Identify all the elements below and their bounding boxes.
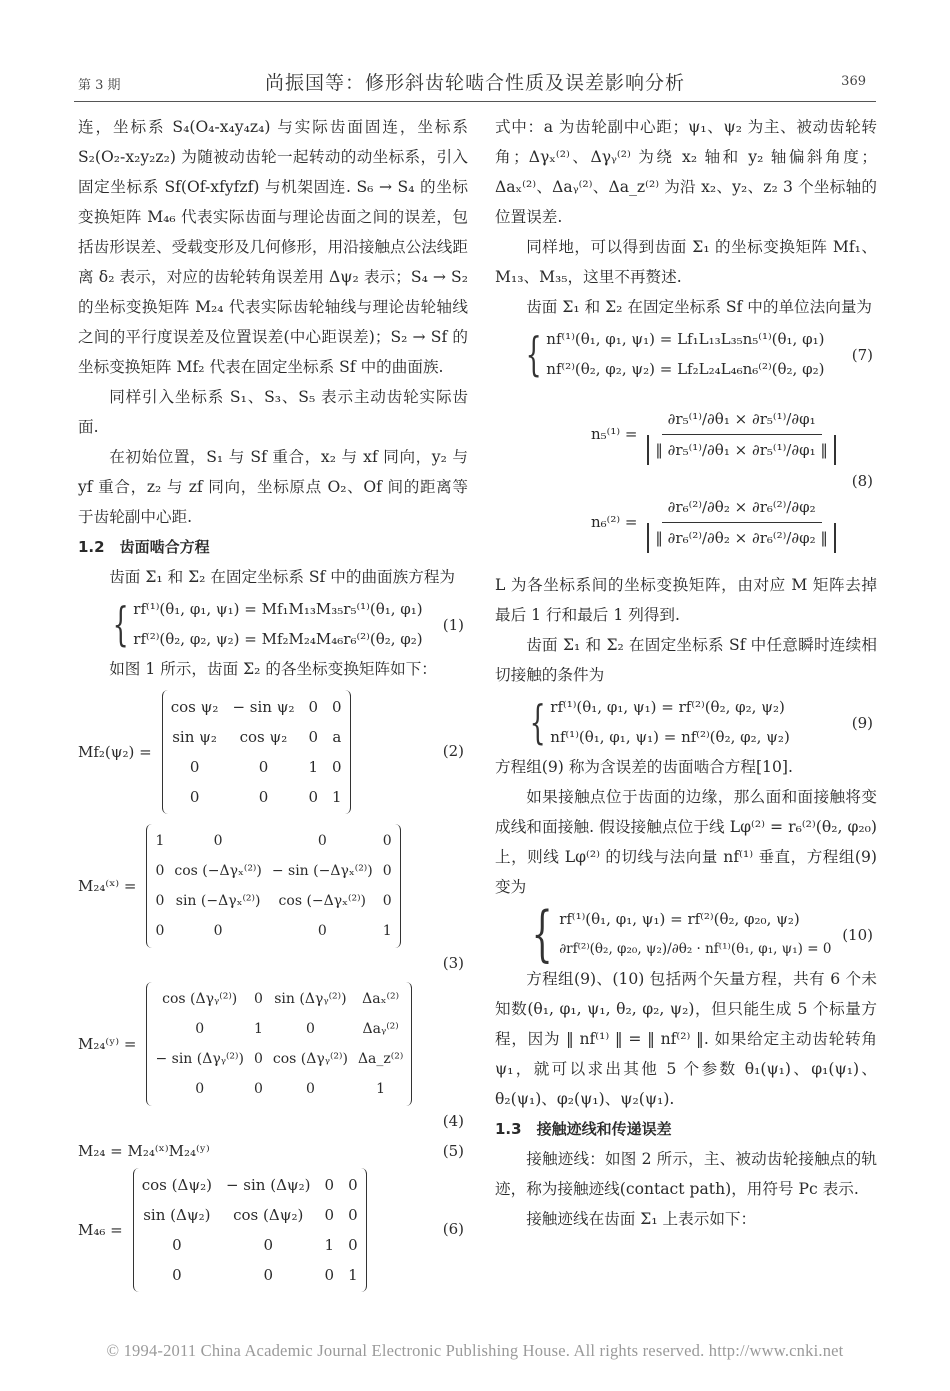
- paragraph: 接触迹线在齿面 Σ₁ 上表示如下：: [526, 1210, 757, 1228]
- matrix: [162, 690, 351, 814]
- matrix-cell: 1: [348, 1266, 358, 1284]
- matrix-cell: cos ψ₂: [239, 728, 288, 746]
- matrix-cell: − sin ψ₂: [232, 698, 295, 716]
- equation-line: nf⁽¹⁾(θ₁, φ₁, ψ₁) = Lf₁L₁₃L₃₅n₅⁽¹⁾(θ₁, φ₁): [546, 330, 825, 348]
- matrix-cell: 0: [213, 833, 223, 849]
- paragraph: 齿面 Σ₁ 和 Σ₂ 在固定坐标系 Sf 中的曲面族方程为: [109, 568, 456, 586]
- equation-7: [519, 324, 877, 384]
- fraction: [647, 492, 835, 553]
- matrix-cell: 0: [213, 923, 223, 939]
- paragraph: 齿面 Σ₁ 和 Σ₂ 在固定坐标系 Sf 中任意瞬时连续相切接触的条件为: [495, 636, 877, 684]
- matrix-cell: 0: [308, 698, 319, 716]
- matrix-cell: 0: [305, 1081, 315, 1097]
- page-number: 369: [841, 74, 866, 89]
- matrix-cell: 0: [258, 758, 269, 776]
- equation-lhs: n₅⁽¹⁾ =: [591, 425, 638, 443]
- matrix: [146, 824, 400, 948]
- matrix-cell: Δaᵧ⁽²⁾: [362, 1021, 399, 1037]
- matrix-cell: 1: [382, 923, 392, 939]
- matrix-cell: cos (−Δγₓ⁽²⁾): [174, 863, 262, 879]
- fraction-denominator: ‖ ∂r₅⁽¹⁾/∂θ₁ × ∂r₅⁽¹⁾/∂φ₁ ‖: [647, 435, 835, 465]
- equation-lhs: n₆⁽²⁾ =: [591, 513, 638, 531]
- matrix-cell: cos ψ₂: [170, 698, 219, 716]
- matrix-cell: cos (Δψ₂): [141, 1176, 212, 1194]
- paragraph: 如图 1 所示，齿面 Σ₂ 的各坐标变换矩阵如下：: [109, 660, 437, 678]
- matrix-cell: a: [332, 728, 342, 746]
- matrix-cell: − sin (−Δγₓ⁽²⁾): [271, 863, 373, 879]
- matrix-cell: 0: [305, 1021, 315, 1037]
- equation-1: [106, 594, 468, 654]
- paragraph: L 为各坐标系间的坐标变换矩阵，由对应 M 矩阵去掉最后 1 行和最后 1 列得到.: [495, 576, 877, 624]
- matrix-cell: Δaₓ⁽²⁾: [362, 991, 400, 1007]
- matrix: [146, 982, 412, 1106]
- matrix-cell: cos (Δγᵧ⁽²⁾): [272, 1051, 348, 1067]
- matrix-cell: sin (−Δγₓ⁽²⁾): [175, 893, 261, 909]
- equation-6: [78, 1168, 468, 1292]
- equation-9: [523, 692, 877, 752]
- matrix-cell: 0: [324, 1266, 335, 1284]
- brace: {: [525, 327, 542, 381]
- matrix-cell: 0: [253, 1081, 263, 1097]
- paragraph: 方程组(9) 称为含误差的齿面啮合方程[10].: [495, 758, 793, 776]
- matrix-cell: 0: [382, 833, 392, 849]
- matrix-cell: 1: [332, 788, 342, 806]
- section-heading: 1.2 齿面啮合方程: [78, 538, 210, 556]
- fraction-numerator: ∂r₆⁽²⁾/∂θ₂ × ∂r₆⁽²⁾/∂φ₂: [662, 492, 822, 523]
- copyright-footer: © 1994-2011 China Academic Journal Electronic Publishing House. All rights reserved. http://www.cnki.net: [106, 1341, 844, 1360]
- equation-line: nf⁽¹⁾(θ₁, φ₁, ψ₁) = nf⁽²⁾(θ₂, φ₂, ψ₂): [550, 728, 790, 746]
- paragraph: 方程组(9)、(10) 包括两个矢量方程，共有 6 个未知数(θ₁, φ₁, ψ₁, θ₂, φ₂, ψ₂)，但只能生成 5 个标量方程，因为 ‖ nf⁽¹⁾ ‖ = ‖ nf⁽²⁾ ‖. 如果给定主动齿轮转角 ψ₁，就可以求出其他 5 个参数 θ₁(ψ₁)、φ₁(ψ₁)、θ₂(ψ₁)、φ₂(ψ₁)、ψ₂(ψ₁).: [495, 970, 877, 1108]
- matrix-cell: 0: [317, 833, 327, 849]
- matrix-cell: 1: [308, 758, 319, 776]
- matrix-cell: cos (Δψ₂): [233, 1206, 304, 1224]
- matrix-lhs: M₂₄⁽ʸ⁾ =: [78, 1035, 137, 1053]
- matrix-cell: 0: [172, 1266, 182, 1284]
- paragraph: 同样引入坐标系 S₁、S₃、S₅ 表示主动齿轮实际齿面.: [78, 388, 468, 436]
- brace: {: [531, 899, 553, 969]
- matrix-cell: 0: [382, 863, 392, 879]
- matrix-cell: 0: [253, 1051, 263, 1067]
- matrix-cell: cos (−Δγₓ⁽²⁾): [278, 893, 367, 909]
- matrix-cell: 0: [348, 1206, 358, 1224]
- matrix-cell: 0: [253, 991, 263, 1007]
- matrix-cell: Δa_z⁽²⁾: [357, 1051, 404, 1067]
- matrix-cell: 0: [155, 863, 165, 879]
- equation-10: [523, 899, 877, 969]
- matrix-lhs: M₂₄⁽ˣ⁾ =: [78, 877, 137, 895]
- equation-number: (3): [442, 954, 464, 972]
- matrix-cell: 0: [263, 1236, 274, 1254]
- equation-number: (1): [442, 616, 464, 634]
- brace: {: [529, 695, 546, 749]
- matrix-lhs: M₄₆ =: [78, 1221, 123, 1239]
- fraction-numerator: ∂r₅⁽¹⁾/∂θ₁ × ∂r₅⁽¹⁾/∂φ₁: [662, 404, 822, 435]
- matrix-cell: 0: [317, 923, 327, 939]
- equation-line: ∂rf⁽²⁾(θ₂, φ₂₀, ψ₂)/∂θ₂ · nf⁽¹⁾(θ₁, φ₁, ψ₁) = 0: [559, 941, 832, 957]
- equation-number: (7): [851, 346, 873, 364]
- matrix-cell: 0: [155, 923, 165, 939]
- paragraph: 式中：a 为齿轮副中心距；ψ₁、ψ₂ 为主、被动齿轮转角；Δγₓ⁽²⁾、Δγᵧ⁽²⁾ 为绕 x₂ 轴和 y₂ 轴偏斜角度；Δaₓ⁽²⁾、Δaᵧ⁽²⁾、Δa_z⁽²⁾ 为沿 x₂、y₂、z₂ 3 个坐标轴的位置误差.: [495, 118, 877, 226]
- brace: {: [112, 597, 129, 651]
- right-column: [495, 112, 877, 1234]
- equation-4: [78, 982, 468, 1136]
- matrix-cell: 0: [332, 698, 342, 716]
- equation-2: [78, 690, 468, 814]
- matrix-cell: 0: [172, 1236, 182, 1254]
- running-title: 尚振国等：修形斜齿轮啮合性质及误差影响分析: [264, 72, 685, 94]
- equation-line: M₂₄ = M₂₄⁽ˣ⁾M₂₄⁽ʸ⁾: [78, 1142, 210, 1160]
- paragraph: 同样地，可以得到齿面 Σ₁ 的坐标变换矩阵 Mf₁、M₁₃、M₃₅，这里不再赘述.: [495, 238, 877, 286]
- matrix-cell: sin (Δγᵧ⁽²⁾): [274, 991, 347, 1007]
- equation-line: nf⁽²⁾(θ₂, φ₂, ψ₂) = Lf₂L₂₄L₄₆n₆⁽²⁾(θ₂, φ₂): [546, 360, 825, 378]
- matrix-cell: − sin (Δψ₂): [225, 1176, 311, 1194]
- equation-8: [495, 390, 877, 570]
- paragraph: 齿面 Σ₁ 和 Σ₂ 在固定坐标系 Sf 中的单位法向量为: [526, 298, 873, 316]
- equation-number: (6): [442, 1220, 464, 1238]
- equation-number: (10): [842, 926, 873, 944]
- equation-line: rf⁽¹⁾(θ₁, φ₁, ψ₁) = rf⁽²⁾(θ₂, φ₂₀, ψ₂): [559, 910, 800, 928]
- matrix-cell: 0: [382, 893, 392, 909]
- paragraph: 在初始位置，S₁ 与 Sf 重合，x₂ 与 xf 同向，y₂ 与 yf 重合，z₂ 与 zf 同向，坐标原点 O₂、Of 间的距离等于齿轮副中心距.: [78, 448, 468, 526]
- equation-line: rf⁽¹⁾(θ₁, φ₁, ψ₁) = Mf₁M₁₃M₃₅r₅⁽¹⁾(θ₁, φ₁): [133, 600, 423, 618]
- matrix-cell: 1: [253, 1021, 263, 1037]
- left-column: [78, 112, 468, 1292]
- equation-5: [78, 1136, 468, 1166]
- matrix-cell: 0: [195, 1021, 205, 1037]
- equation-line: rf⁽¹⁾(θ₁, φ₁, ψ₁) = rf⁽²⁾(θ₂, φ₂, ψ₂): [550, 698, 785, 716]
- matrix: [133, 1168, 367, 1292]
- issue-label: 第 3 期: [78, 78, 121, 93]
- equation-number: (9): [851, 714, 873, 732]
- matrix-cell: 0: [155, 893, 165, 909]
- equation-number: (4): [442, 1112, 464, 1130]
- matrix-cell: 1: [155, 833, 165, 849]
- matrix-cell: 0: [348, 1176, 358, 1194]
- paragraph: 如果接触点位于齿面的边缘，那么面和面接触将变成线和面接触. 假设接触点位于线 Lφ⁽²⁾ = r₆⁽²⁾(θ₂, φ₂₀) 上，则线 Lφ⁽²⁾ 的切线与法向量 nf⁽¹⁾ 垂直，方程组(9) 变为: [495, 788, 877, 896]
- fraction-denominator: ‖ ∂r₆⁽²⁾/∂θ₂ × ∂r₆⁽²⁾/∂φ₂ ‖: [647, 523, 835, 553]
- matrix-lhs: Mf₂(ψ₂) =: [78, 743, 152, 761]
- header-rule: [74, 101, 876, 102]
- matrix-cell: sin ψ₂: [172, 728, 217, 746]
- matrix-cell: 0: [189, 758, 200, 776]
- paragraph: 接触迹线：如图 2 所示，主、被动齿轮接触点的轨迹，称为接触迹线(contact path)，用符号 Pc 表示.: [495, 1150, 877, 1198]
- equation-3: [78, 824, 468, 978]
- matrix-cell: cos (Δγᵧ⁽²⁾): [162, 991, 238, 1007]
- matrix-cell: 1: [324, 1236, 335, 1254]
- equation-number: (2): [442, 742, 464, 760]
- matrix-cell: 0: [258, 788, 269, 806]
- equation-line: rf⁽²⁾(θ₂, φ₂, ψ₂) = Mf₂M₂₄M₄₆r₆⁽²⁾(θ₂, φ₂): [133, 630, 423, 648]
- matrix-cell: sin (Δψ₂): [143, 1206, 211, 1224]
- matrix-cell: 0: [324, 1206, 335, 1224]
- matrix-cell: 0: [324, 1176, 335, 1194]
- section-heading: 1.3 接触迹线和传递误差: [495, 1120, 672, 1138]
- matrix-cell: 0: [308, 788, 319, 806]
- equation-number: (5): [442, 1142, 464, 1160]
- paragraph: 连，坐标系 S₄(O₄-x₄y₄z₄) 与实际齿面固连，坐标系 S₂(O₂-x₂y₂z₂) 为随被动齿轮一起转动的动坐标系，引入固定坐标系 Sf(Of-xfyfzf) 与机架固连. S₆ → S₄ 的坐标变换矩阵 M₄₆ 代表实际齿面与理论齿面之间的误差，包括齿形误差、受载变形及几何修形，用沿接触点公法线距离 δ₂ 表示，对应的齿轮转角误差用 Δψ₂ 表示；S₄ → S₂ 的坐标变换矩阵 M₂₄ 代表实际齿轮轴线与理论齿轮轴线之间的平行度误差及位置误差(中心距误差)；S₂ → Sf 的坐标变换矩阵 Mf₂ 代表在固定坐标系 Sf 中的曲面族.: [78, 118, 468, 376]
- matrix-cell: 0: [348, 1236, 358, 1254]
- fraction: [647, 404, 835, 465]
- matrix-cell: 1: [376, 1081, 386, 1097]
- matrix-cell: 0: [263, 1266, 274, 1284]
- matrix-cell: 0: [189, 788, 200, 806]
- matrix-cell: 0: [195, 1081, 205, 1097]
- equation-number: (8): [851, 472, 873, 490]
- matrix-cell: 0: [308, 728, 319, 746]
- matrix-cell: − sin (Δγᵧ⁽²⁾): [155, 1051, 244, 1067]
- matrix-cell: 0: [332, 758, 342, 776]
